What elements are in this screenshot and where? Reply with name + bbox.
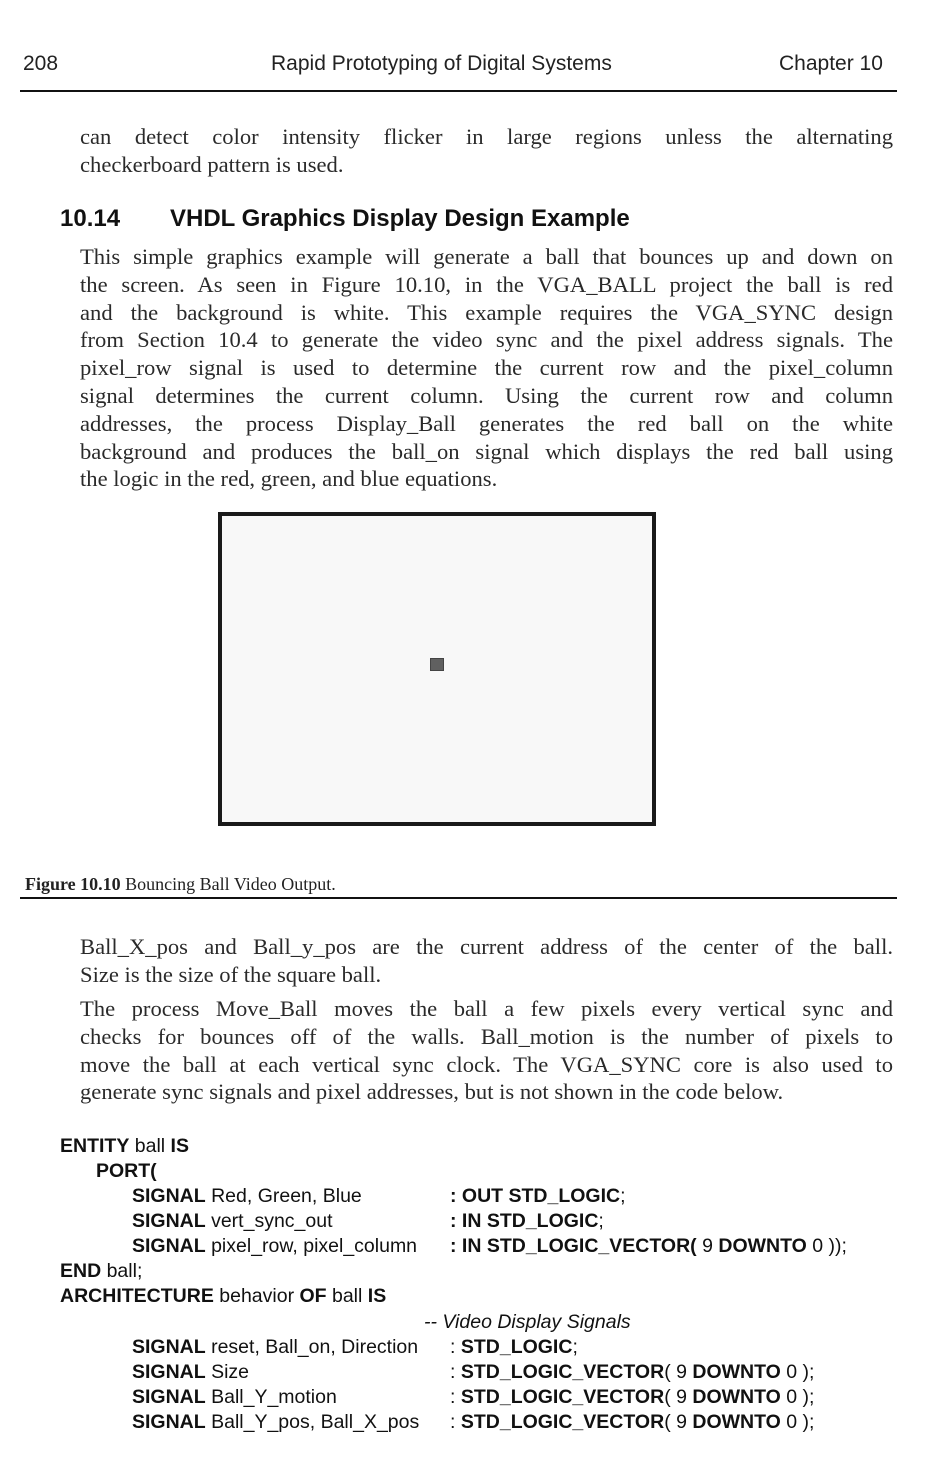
code-port-signal-type: : IN STD_LOGIC; xyxy=(450,1210,604,1232)
code-port-signal-names: SIGNAL Red, Green, Blue xyxy=(132,1185,362,1207)
code-signal-type: : STD_LOGIC_VECTOR( 9 DOWNTO 0 ); xyxy=(450,1411,815,1433)
text-line: from Section 10.4 to generate the video sync and the pixel address signals. The xyxy=(80,327,893,353)
text-line: signal determines the current column. Using the current row and column xyxy=(80,382,893,408)
body-paragraph-2 xyxy=(80,933,893,989)
code-port-signal-names: SIGNAL vert_sync_out xyxy=(132,1210,333,1232)
text-line: checks for bounces off of the walls. Ball_motion is the number of pixels to xyxy=(80,1023,893,1049)
text-line: the logic in the red, green, and blue equations. xyxy=(80,466,498,492)
code-signal-type: : STD_LOGIC_VECTOR( 9 DOWNTO 0 ); xyxy=(450,1361,815,1383)
intro-paragraph xyxy=(80,123,893,179)
body-paragraph-1 xyxy=(80,243,893,493)
code-entity-line: ENTITY ball IS xyxy=(60,1135,189,1157)
code-port-signal-type: : OUT STD_LOGIC; xyxy=(450,1185,626,1207)
code-signal-names: SIGNAL Size xyxy=(132,1361,250,1383)
text-line: generate sync signals and pixel addresses, but is not shown in the code below. xyxy=(80,1079,784,1105)
text-line: can detect color intensity flicker in large regions unless the alternating xyxy=(80,124,893,149)
chapter-label: Chapter 10 xyxy=(779,52,883,75)
video-output-screen xyxy=(218,512,656,826)
text-line: addresses, the process Display_Ball generates the red ball on the white xyxy=(80,410,893,436)
code-signal-names: SIGNAL Ball_Y_pos, Ball_X_pos xyxy=(132,1411,420,1433)
code-signal-names: SIGNAL Ball_Y_motion xyxy=(132,1386,337,1408)
code-signal-type: : STD_LOGIC_VECTOR( 9 DOWNTO 0 ); xyxy=(450,1386,815,1408)
text-line: checkerboard pattern is used. xyxy=(80,151,344,177)
text-line: pixel_row signal is used to determine the current row and the pixel_column xyxy=(80,355,893,381)
text-line: the screen. As seen in Figure 10.10, in the VGA_BALL project the ball is red xyxy=(80,271,893,297)
code-comment: -- Video Display Signals xyxy=(424,1311,631,1333)
text-line: move the ball at each vertical sync clock. The VGA_SYNC core is also used to xyxy=(80,1051,893,1077)
code-signal-names: SIGNAL reset, Ball_on, Direction xyxy=(132,1336,419,1358)
text-line: This simple graphics example will generate a ball that bounces up and down on xyxy=(80,244,893,269)
page-number: 208 xyxy=(23,52,59,75)
text-line: Ball_X_pos and Ball_y_pos are the current address of the center of the ball. xyxy=(80,934,893,959)
text-line: background and produces the ball_on signal which displays the red ball using xyxy=(80,438,893,464)
code-port-signal-names: SIGNAL pixel_row, pixel_column xyxy=(132,1235,418,1257)
text-line: The process Move_Ball moves the ball a few pixels every vertical sync and xyxy=(80,996,893,1021)
header-rule xyxy=(20,90,897,92)
section-number: 10.14 xyxy=(60,205,121,232)
code-port-signal-type: : IN STD_LOGIC_VECTOR( 9 DOWNTO 0 )); xyxy=(450,1235,847,1257)
bouncing-ball xyxy=(430,658,444,671)
code-end-line: END ball; xyxy=(60,1260,143,1282)
code-port-line: PORT( xyxy=(96,1160,157,1182)
code-signal-type: : STD_LOGIC; xyxy=(450,1336,578,1358)
code-architecture-line: ARCHITECTURE behavior OF ball IS xyxy=(60,1285,387,1307)
figure-label: Figure 10.10 xyxy=(25,874,121,894)
body-paragraph-3 xyxy=(80,995,893,1106)
figure-rule xyxy=(20,897,897,899)
text-line: Size is the size of the square ball. xyxy=(80,961,382,987)
figure-caption xyxy=(25,874,336,895)
text-line: and the background is white. This example requires the VGA_SYNC design xyxy=(80,299,893,325)
running-title: Rapid Prototyping of Digital Systems xyxy=(271,52,612,75)
section-title: VHDL Graphics Display Design Example xyxy=(170,205,630,232)
figure-caption-text: Bouncing Ball Video Output. xyxy=(120,874,336,894)
